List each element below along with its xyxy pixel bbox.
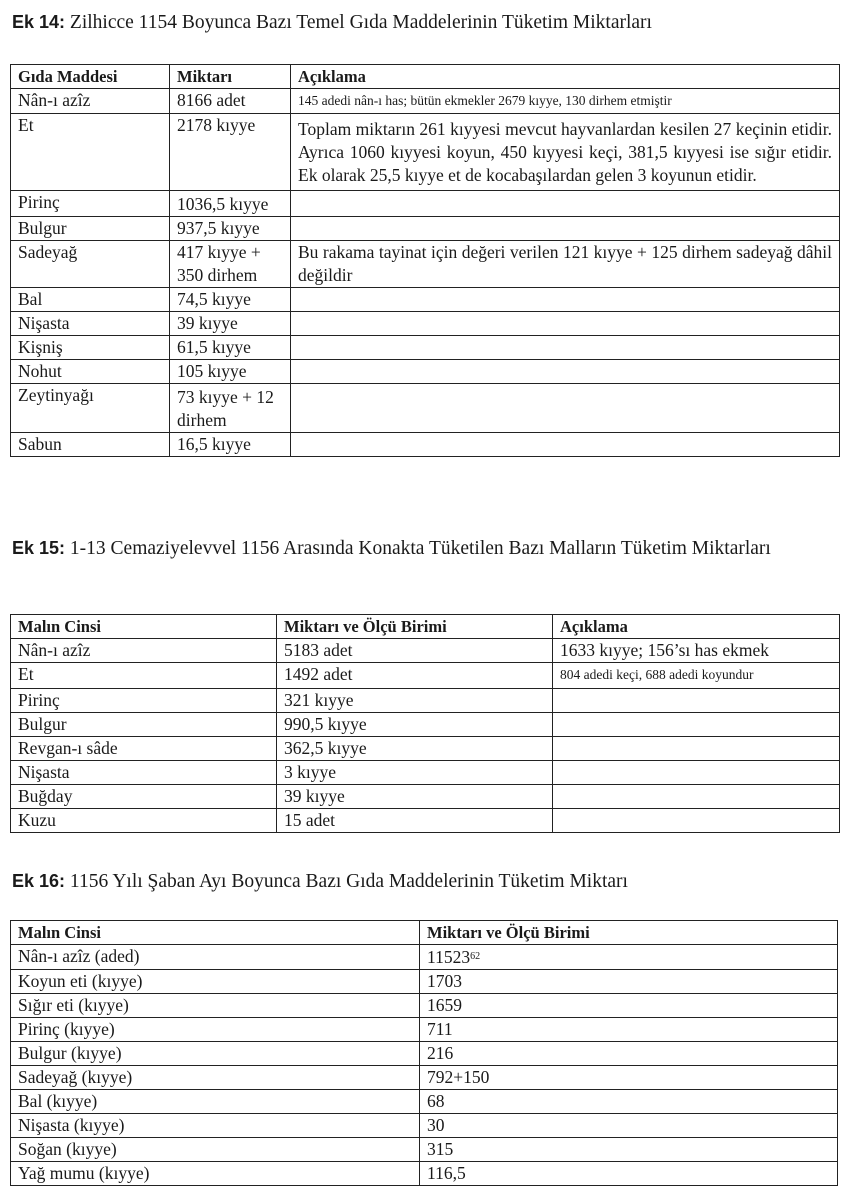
cell-value: 11523 xyxy=(427,947,471,967)
column-header: Miktarı ve Ölçü Birimi xyxy=(277,615,553,639)
table-cell: Koyun eti (kıyye) xyxy=(11,970,420,994)
table-row xyxy=(11,288,840,312)
table-cell: Pirinç xyxy=(11,689,277,713)
table-cell: 804 adedi keçi, 688 adedi koyundur xyxy=(553,663,840,689)
table-cell xyxy=(291,191,840,217)
ek15-label: Ek 15: xyxy=(12,538,66,558)
table-row xyxy=(11,689,840,713)
table-row xyxy=(11,433,840,457)
table-cell: Buğday xyxy=(11,785,277,809)
table-row xyxy=(11,785,840,809)
table-cell: 5183 adet xyxy=(277,639,553,663)
table-header-row xyxy=(11,921,838,945)
table-cell: 417 kıyye + 350 dirhem xyxy=(170,241,291,288)
table-cell xyxy=(291,288,840,312)
ek16-heading xyxy=(12,868,832,895)
ek14-heading xyxy=(12,9,832,36)
table-cell xyxy=(291,217,840,241)
table-cell: 2178 kıyye xyxy=(170,114,291,191)
table-cell: Bulgur xyxy=(11,713,277,737)
table-cell: 792+150 xyxy=(420,1066,838,1090)
table-cell: 216 xyxy=(420,1042,838,1066)
table-cell: 30 xyxy=(420,1114,838,1138)
table-row xyxy=(11,994,838,1018)
column-header: Malın Cinsi xyxy=(11,921,420,945)
table-cell: Bal (kıyye) xyxy=(11,1090,420,1114)
table-cell: Sadeyağ xyxy=(11,241,170,288)
table-cell: Sığır eti (kıyye) xyxy=(11,994,420,1018)
table-cell: Pirinç (kıyye) xyxy=(11,1018,420,1042)
table-cell: 15 adet xyxy=(277,809,553,833)
table-cell: 1633 kıyye; 156’sı has ekmek xyxy=(553,639,840,663)
table-cell xyxy=(553,713,840,737)
column-header: Açıklama xyxy=(553,615,840,639)
table-row xyxy=(11,114,840,191)
table-cell xyxy=(291,336,840,360)
ek16-label: Ek 16: xyxy=(12,871,66,891)
table-row xyxy=(11,89,840,114)
table-row xyxy=(11,1162,838,1186)
ek15-table xyxy=(10,614,840,833)
table-row xyxy=(11,970,838,994)
table-cell xyxy=(420,945,838,970)
table-row xyxy=(11,1066,838,1090)
table-cell: 16,5 kıyye xyxy=(170,433,291,457)
table-cell xyxy=(291,312,840,336)
table-cell: 74,5 kıyye xyxy=(170,288,291,312)
table-cell: Kişniş xyxy=(11,336,170,360)
table-cell: Zeytinyağı xyxy=(11,384,170,433)
table-cell: 105 kıyye xyxy=(170,360,291,384)
table-row xyxy=(11,241,840,288)
table-row xyxy=(11,663,840,689)
table-cell xyxy=(553,785,840,809)
table-cell: 711 xyxy=(420,1018,838,1042)
table-cell: 68 xyxy=(420,1090,838,1114)
table-row xyxy=(11,945,838,970)
table-row xyxy=(11,639,840,663)
table-cell: 362,5 kıyye xyxy=(277,737,553,761)
table-cell: Nân-ı azîz xyxy=(11,89,170,114)
table-cell: Kuzu xyxy=(11,809,277,833)
table-row xyxy=(11,360,840,384)
table-cell xyxy=(291,360,840,384)
table-cell: 145 adedi nân-ı has; bütün ekmekler 2679 kıyye, 130 dirhem etmiştir xyxy=(291,89,840,114)
table-cell: 1703 xyxy=(420,970,838,994)
table-cell: Et xyxy=(11,114,170,191)
column-header: Miktarı ve Ölçü Birimi xyxy=(420,921,838,945)
table-cell: 73 kıyye + 12 dirhem xyxy=(170,384,291,433)
ek15-heading xyxy=(12,535,832,562)
table-cell: Bu rakama tayinat için değeri verilen 121 kıyye + 125 dirhem sadeyağ dâhil değildir xyxy=(291,241,840,288)
table-cell xyxy=(291,433,840,457)
footnote-mark: 62 xyxy=(470,951,481,962)
ek14-table xyxy=(10,64,840,457)
table-cell: 3 kıyye xyxy=(277,761,553,785)
column-header: Gıda Maddesi xyxy=(11,65,170,89)
table-cell: Nân-ı azîz (aded) xyxy=(11,945,420,970)
table-cell: Nişasta (kıyye) xyxy=(11,1114,420,1138)
column-header: Miktarı xyxy=(170,65,291,89)
column-header: Açıklama xyxy=(291,65,840,89)
table-cell: Nân-ı azîz xyxy=(11,639,277,663)
table-row xyxy=(11,713,840,737)
table-cell: Sabun xyxy=(11,433,170,457)
table-row xyxy=(11,1090,838,1114)
table-row xyxy=(11,1018,838,1042)
table-row xyxy=(11,312,840,336)
table-row xyxy=(11,384,840,433)
table-header-row xyxy=(11,65,840,89)
table-cell: 1036,5 kıyye xyxy=(170,191,291,217)
table-cell: Nişasta xyxy=(11,312,170,336)
table-row xyxy=(11,217,840,241)
table-cell: Bulgur (kıyye) xyxy=(11,1042,420,1066)
table-cell xyxy=(553,689,840,713)
table-row xyxy=(11,336,840,360)
table-cell: 1492 adet xyxy=(277,663,553,689)
ek16-table xyxy=(10,920,838,1186)
ek15-title: 1-13 Cemaziyelevvel 1156 Arasında Konakta Tüketilen Bazı Malların Tüketim Miktarları xyxy=(69,538,771,559)
ek16-title: 1156 Yılı Şaban Ayı Boyunca Bazı Gıda Maddelerinin Tüketim Miktarı xyxy=(69,871,628,892)
table-cell: 937,5 kıyye xyxy=(170,217,291,241)
ek14-title: Zilhicce 1154 Boyunca Bazı Temel Gıda Maddelerinin Tüketim Miktarları xyxy=(69,12,652,33)
table-cell: Soğan (kıyye) xyxy=(11,1138,420,1162)
table-cell xyxy=(553,761,840,785)
table-row xyxy=(11,761,840,785)
table-cell: 61,5 kıyye xyxy=(170,336,291,360)
table-cell xyxy=(553,737,840,761)
table-cell: 39 kıyye xyxy=(170,312,291,336)
ek14-label: Ek 14: xyxy=(12,12,66,32)
table-cell: Bal xyxy=(11,288,170,312)
table-row xyxy=(11,191,840,217)
table-cell: Bulgur xyxy=(11,217,170,241)
table-row xyxy=(11,737,840,761)
table-cell: 321 kıyye xyxy=(277,689,553,713)
table-header-row xyxy=(11,615,840,639)
table-cell: Nohut xyxy=(11,360,170,384)
table-cell: Yağ mumu (kıyye) xyxy=(11,1162,420,1186)
table-row xyxy=(11,809,840,833)
table-cell xyxy=(291,384,840,433)
table-cell: Toplam miktarın 261 kıyyesi mevcut hayvanlardan kesilen 27 keçinin etidir. Ayrıca 1060 kıyyesi koyun, 450 kıyyesi keçi, 381,5 kıyyesi ise sığır etidir. Ek olarak 25,5 kıyye et de kocabaşılardan gelen 3 koyunun etidir. xyxy=(291,114,840,191)
column-header: Malın Cinsi xyxy=(11,615,277,639)
table-cell: Sadeyağ (kıyye) xyxy=(11,1066,420,1090)
table-cell: Nişasta xyxy=(11,761,277,785)
table-cell: 1659 xyxy=(420,994,838,1018)
table-cell xyxy=(553,809,840,833)
table-cell: 990,5 kıyye xyxy=(277,713,553,737)
table-cell: Pirinç xyxy=(11,191,170,217)
table-row xyxy=(11,1138,838,1162)
table-cell: 8166 adet xyxy=(170,89,291,114)
table-cell: 39 kıyye xyxy=(277,785,553,809)
table-cell: 116,5 xyxy=(420,1162,838,1186)
table-cell: Revgan-ı sâde xyxy=(11,737,277,761)
table-row xyxy=(11,1042,838,1066)
table-cell: Et xyxy=(11,663,277,689)
table-row xyxy=(11,1114,838,1138)
table-cell: 315 xyxy=(420,1138,838,1162)
